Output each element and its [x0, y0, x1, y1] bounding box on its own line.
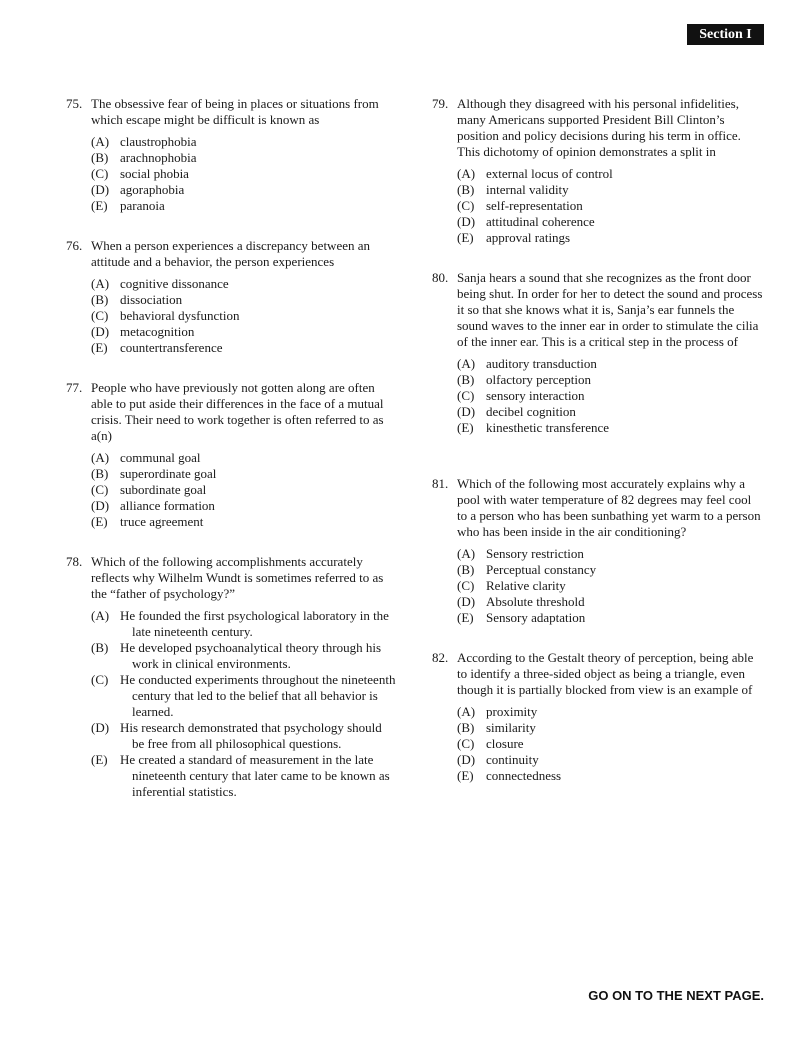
option-text: sensory interaction: [486, 388, 585, 403]
answer-option: [91, 150, 396, 166]
answer-option: [91, 276, 396, 292]
answer-option: [91, 498, 396, 514]
answer-option: [91, 514, 396, 530]
question-text: When a person experiences a discrepancy between an attitude and a behavior, the person experiences: [91, 238, 370, 269]
option-letter: (D): [457, 594, 476, 609]
question-stem: [66, 554, 396, 602]
answer-option: [457, 356, 764, 372]
option-text: continuity: [486, 752, 539, 767]
option-text: decibel cognition: [486, 404, 576, 419]
answer-option: [91, 608, 396, 640]
question-text: Although they disagreed with his personal infidelities, many Americans supported President Bill Clinton’s position and policy decisions during his term in office. This dichotomy of opinion demonstrates a split in: [457, 96, 741, 159]
answer-option: [457, 546, 764, 562]
answer-option: [91, 198, 396, 214]
question-number: 82.: [432, 650, 449, 665]
option-text: kinesthetic transference: [486, 420, 610, 435]
option-letter: (D): [91, 182, 110, 197]
option-text: dissociation: [120, 292, 183, 307]
option-letter: (E): [91, 514, 108, 529]
answer-options: [66, 276, 396, 356]
option-letter: (C): [91, 308, 109, 323]
option-text: cognitive dissonance: [120, 276, 229, 291]
option-letter: (D): [91, 720, 110, 735]
question-text: Sanja hears a sound that she recognizes as the front door being shut. In order for her to detect the sound and process it so that she knows what it is, Sanja’s ear funnels the sound waves to the inner ear in order to stimulate the cilia of the inner ear. This is a critical step in the process of: [457, 270, 763, 349]
answer-options: [66, 134, 396, 214]
answer-option: [457, 720, 764, 736]
option-letter: (A): [91, 608, 110, 623]
option-text: Relative clarity: [486, 578, 566, 593]
answer-option: [457, 420, 764, 436]
question-stem: [66, 380, 396, 444]
option-text: countertransference: [120, 340, 223, 355]
answer-option: [457, 182, 764, 198]
answer-option: [457, 372, 764, 388]
option-text: arachnophobia: [120, 150, 197, 165]
question-stem: [432, 270, 764, 350]
question-number: 77.: [66, 380, 83, 395]
option-text: truce agreement: [120, 514, 204, 529]
option-text: He conducted experiments throughout the nineteenth century that led to the belief that all behavior is learned.: [120, 672, 396, 719]
answer-option: [91, 640, 396, 672]
answer-option: [457, 198, 764, 214]
answer-option: [91, 482, 396, 498]
option-letter: (A): [91, 450, 110, 465]
option-text: behavioral dysfunction: [120, 308, 240, 323]
option-text: Sensory restriction: [486, 546, 584, 561]
option-letter: (C): [91, 166, 109, 181]
question-stem: [432, 96, 764, 160]
question-text: Which of the following most accurately explains why a pool with water temperature of 82 degrees may feel cool to a person who has been sunbathing yet warm to a person who has been inside in the air conditioning?: [457, 476, 761, 539]
option-text: auditory transduction: [486, 356, 597, 371]
answer-option: [457, 736, 764, 752]
answer-option: [91, 752, 396, 800]
option-text: social phobia: [120, 166, 189, 181]
option-letter: (B): [91, 466, 109, 481]
option-text: external locus of control: [486, 166, 613, 181]
answer-option: [457, 404, 764, 420]
option-text: Sensory adaptation: [486, 610, 586, 625]
option-letter: (B): [91, 150, 109, 165]
option-text: He founded the first psychological laboratory in the late nineteenth century.: [120, 608, 389, 639]
question-number: 79.: [432, 96, 449, 111]
option-text: attitudinal coherence: [486, 214, 595, 229]
answer-option: [91, 308, 396, 324]
option-letter: (E): [91, 198, 108, 213]
question: [432, 96, 764, 246]
answer-option: [91, 182, 396, 198]
option-letter: (A): [457, 356, 476, 371]
question-text: According to the Gestalt theory of perception, being able to identify a three-sided object as being a triangle, even though it is partially blocked from view is an example of: [457, 650, 754, 697]
answer-options: [66, 450, 396, 530]
option-letter: (B): [457, 182, 475, 197]
option-letter: (D): [91, 324, 110, 339]
question: [66, 96, 396, 214]
option-letter: (E): [457, 230, 474, 245]
option-letter: (B): [457, 720, 475, 735]
answer-option: [91, 450, 396, 466]
option-letter: (D): [457, 404, 476, 419]
question: [66, 380, 396, 530]
option-text: He created a standard of measurement in the late nineteenth century that later came to be known as inferential statistics.: [120, 752, 390, 799]
option-text: Absolute threshold: [486, 594, 585, 609]
option-letter: (E): [91, 340, 108, 355]
answer-option: [457, 610, 764, 626]
answer-option: [91, 292, 396, 308]
option-letter: (C): [457, 578, 475, 593]
option-text: olfactory perception: [486, 372, 592, 387]
option-letter: (A): [457, 704, 476, 719]
question-number: 78.: [66, 554, 83, 569]
answer-option: [457, 752, 764, 768]
option-text: self-representation: [486, 198, 583, 213]
question: [432, 650, 764, 784]
answer-option: [457, 230, 764, 246]
option-text: His research demonstrated that psychology should be free from all philosophical questions.: [120, 720, 382, 751]
question: [432, 270, 764, 436]
option-text: proximity: [486, 704, 538, 719]
option-letter: (C): [457, 736, 475, 751]
option-letter: (E): [457, 420, 474, 435]
option-text: approval ratings: [486, 230, 571, 245]
question-text: Which of the following accomplishments accurately reflects why Wilhelm Wundt is sometimes referred to as the “father of psychology?”: [91, 554, 384, 601]
option-letter: (B): [91, 640, 109, 655]
question: [432, 476, 764, 626]
question-text: People who have previously not gotten along are often able to put aside their differences in the face of a mutual crisis. Their need to work together is often referred to as a(n): [91, 380, 384, 443]
option-letter: (A): [91, 134, 110, 149]
answer-option: [457, 214, 764, 230]
question-number: 80.: [432, 270, 449, 285]
answer-options: [432, 356, 764, 436]
question: [66, 238, 396, 356]
option-text: superordinate goal: [120, 466, 217, 481]
answer-option: [457, 704, 764, 720]
option-letter: (B): [91, 292, 109, 307]
answer-option: [91, 466, 396, 482]
option-letter: (D): [457, 214, 476, 229]
question-stem: [432, 476, 764, 540]
answer-option: [457, 768, 764, 784]
option-letter: (E): [91, 752, 108, 767]
option-letter: (A): [457, 166, 476, 181]
option-text: subordinate goal: [120, 482, 207, 497]
option-letter: (D): [457, 752, 476, 767]
option-text: metacognition: [120, 324, 195, 339]
section-label: Section I: [687, 24, 764, 45]
answer-option: [91, 672, 396, 720]
question-stem: [66, 96, 396, 128]
option-letter: (A): [91, 276, 110, 291]
option-text: paranoia: [120, 198, 165, 213]
option-letter: (B): [457, 562, 475, 577]
question: [66, 554, 396, 800]
option-text: connectedness: [486, 768, 562, 783]
option-text: closure: [486, 736, 524, 751]
question-number: 81.: [432, 476, 449, 491]
option-letter: (C): [457, 388, 475, 403]
answer-options: [432, 704, 764, 784]
answer-option: [457, 594, 764, 610]
answer-options: [432, 166, 764, 246]
answer-option: [91, 166, 396, 182]
option-letter: (D): [91, 498, 110, 513]
answer-options: [432, 546, 764, 626]
option-text: communal goal: [120, 450, 201, 465]
option-text: agoraphobia: [120, 182, 185, 197]
option-text: claustrophobia: [120, 134, 197, 149]
next-page-notice: GO ON TO THE NEXT PAGE.: [588, 988, 764, 1003]
question-number: 75.: [66, 96, 83, 111]
answer-option: [457, 578, 764, 594]
option-text: He developed psychoanalytical theory through his work in clinical environments.: [120, 640, 382, 671]
option-text: internal validity: [486, 182, 569, 197]
question-stem: [66, 238, 396, 270]
option-letter: (C): [91, 482, 109, 497]
option-letter: (E): [457, 610, 474, 625]
option-letter: (B): [457, 372, 475, 387]
question-stem: [432, 650, 764, 698]
option-text: alliance formation: [120, 498, 215, 513]
answer-options: [66, 608, 396, 800]
question-text: The obsessive fear of being in places or situations from which escape might be difficult is known as: [91, 96, 379, 127]
answer-option: [91, 340, 396, 356]
answer-option: [457, 388, 764, 404]
answer-option: [457, 562, 764, 578]
option-letter: (C): [91, 672, 109, 687]
question-number: 76.: [66, 238, 83, 253]
answer-option: [91, 324, 396, 340]
option-letter: (E): [457, 768, 474, 783]
answer-option: [91, 720, 396, 752]
answer-option: [91, 134, 396, 150]
option-letter: (C): [457, 198, 475, 213]
option-letter: (A): [457, 546, 476, 561]
option-text: Perceptual constancy: [486, 562, 597, 577]
answer-option: [457, 166, 764, 182]
option-text: similarity: [486, 720, 536, 735]
